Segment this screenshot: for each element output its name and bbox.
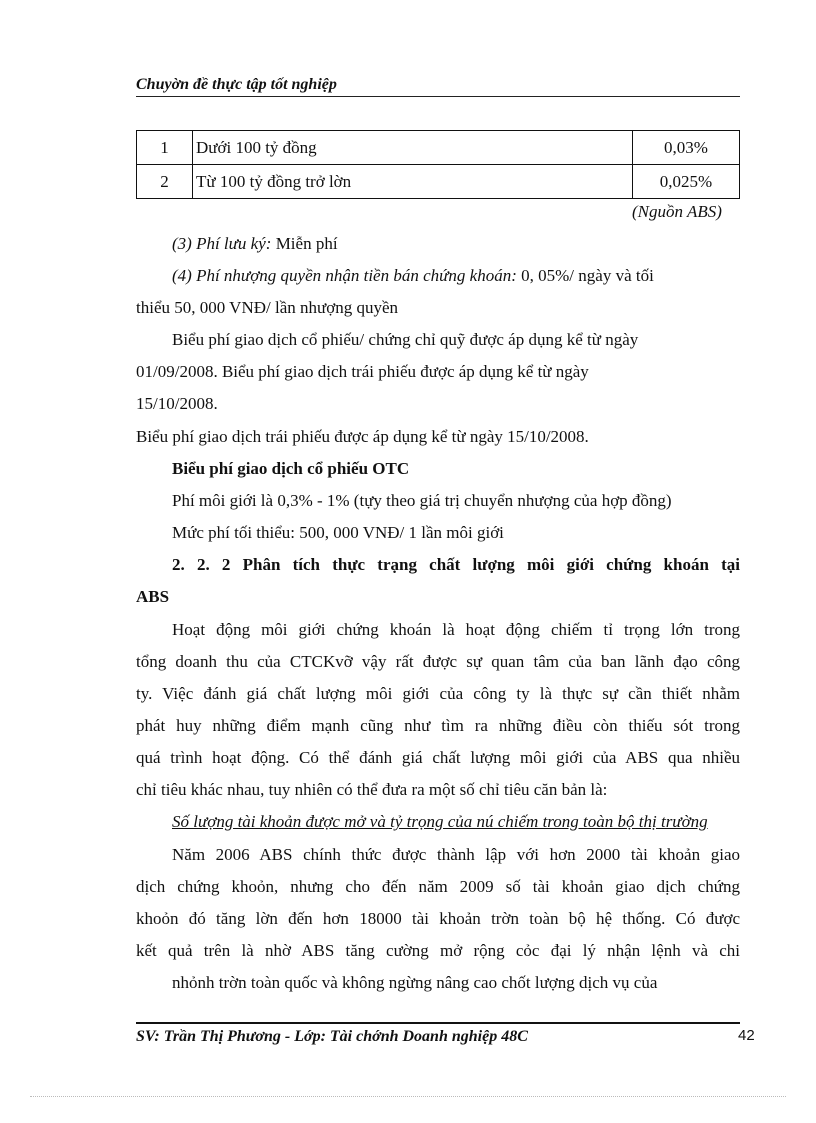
footer-rule <box>136 1022 740 1024</box>
schedule-repeat-line: Biểu phí giao dịch trái phiếu được áp dụng kể từ ngày 15/10/2008. <box>136 427 589 446</box>
para1-line: tổng doanh thu của CTCKvỡ vậy rất được sự quan tâm của ban lãnh đạo công <box>136 652 740 671</box>
table-row <box>137 165 740 199</box>
fee-row-description: Dưới 100 tỷ đồng <box>193 131 633 165</box>
para2-last-line: nhỏnh trờn toàn quốc và không ngừng nâng cao chốt lượng dịch vụ của <box>172 973 658 992</box>
page-number: 42 <box>738 1027 755 1044</box>
fee-row-description: Từ 100 tỷ đồng trở lờn <box>193 165 633 199</box>
fee-row-rate: 0,025% <box>633 165 740 199</box>
schedule-line-1: Biểu phí giao dịch cổ phiếu/ chứng chỉ quỹ được áp dụng kể từ ngày <box>172 330 639 349</box>
transfer-fee-value: 0, 05%/ ngày và tối <box>516 266 654 285</box>
para2-line: khoỏn đó tăng lờn đến hơn 18000 tài khoản trờn toàn bộ hệ thống. Có được <box>136 909 740 928</box>
page-edge-dots <box>30 1096 786 1097</box>
page-header-title: Chuyờn đề thực tập tốt nghiệp <box>136 76 337 93</box>
schedule-line-2: 01/09/2008. Biểu phí giao dịch trái phiếu được áp dụng kể từ ngày <box>136 362 589 381</box>
para2-line: kết quả trên là nhờ ABS tăng cường mở rộng cỏc đại lý nhận lệnh và chi <box>136 941 740 960</box>
transfer-fee-line-2: thiểu 50, 000 VNĐ/ lần nhượng quyền <box>136 298 399 317</box>
para1-line: quá trình hoạt động. Có thể đánh giá chất lượng môi giới của ABS qua nhiều <box>136 748 740 767</box>
para2-line: dịch chứng khoỏn, nhưng cho đến năm 2009 số tài khoản giao dịch chứng <box>136 877 740 896</box>
fee-row-number: 2 <box>137 165 193 199</box>
para2-line: Năm 2006 ABS chính thức được thành lập với hơn 2000 tài khoản giao <box>172 845 740 864</box>
otc-minimum-line: Mức phí tối thiểu: 500, 000 VNĐ/ 1 lần môi giới <box>172 523 504 542</box>
fee-row-rate: 0,03% <box>633 131 740 165</box>
custody-fee-line <box>172 234 338 254</box>
fee-row-number: 1 <box>137 131 193 165</box>
transfer-fee-line <box>172 266 654 286</box>
footer-author: SV: Trần Thị Phương - Lớp: Tài chớnh Doanh nghiệp 48C <box>136 1028 528 1045</box>
header-rule <box>136 96 740 97</box>
custody-fee-label: (3) Phí lưu ký: <box>172 234 272 253</box>
otc-fee-line: Phí môi giới là 0,3% - 1% (tựy theo giá trị chuyển nhượng của hợp đồng) <box>172 491 672 510</box>
para1-line: Hoạt động môi giới chứng khoán là hoạt động chiếm tỉ trọng lớn trong <box>172 620 740 639</box>
custody-fee-value: Miễn phí <box>271 234 338 253</box>
subheading: Số lượng tài khoản được mở và tỷ trọng của nú chiếm trong toàn bộ thị trường <box>172 812 708 831</box>
para1-line: ty. Việc đánh giá chất lượng môi giới của công ty là thực sự cần thiết nhằm <box>136 684 740 703</box>
table-row <box>137 131 740 165</box>
table-source: (Nguồn ABS) <box>632 202 722 221</box>
para1-line: chỉ tiêu khác nhau, tuy nhiên có thể đưa ra một số chỉ tiêu căn bản là: <box>136 780 608 799</box>
section-heading: 2. 2. 2 Phân tích thực trạng chất lượng môi giới chứng khoán tại <box>172 555 740 574</box>
transfer-fee-label: (4) Phí nhượng quyền nhận tiền bán chứng khoán: <box>172 266 517 285</box>
section-heading-cont: ABS <box>136 587 170 606</box>
fee-table <box>136 130 740 199</box>
schedule-line-3: 15/10/2008. <box>136 394 218 413</box>
otc-title: Biểu phí giao dịch cổ phiếu OTC <box>172 459 410 478</box>
para1-line: phát huy những điểm mạnh cũng như tìm ra những điều còn thiếu sót trong <box>136 716 740 735</box>
